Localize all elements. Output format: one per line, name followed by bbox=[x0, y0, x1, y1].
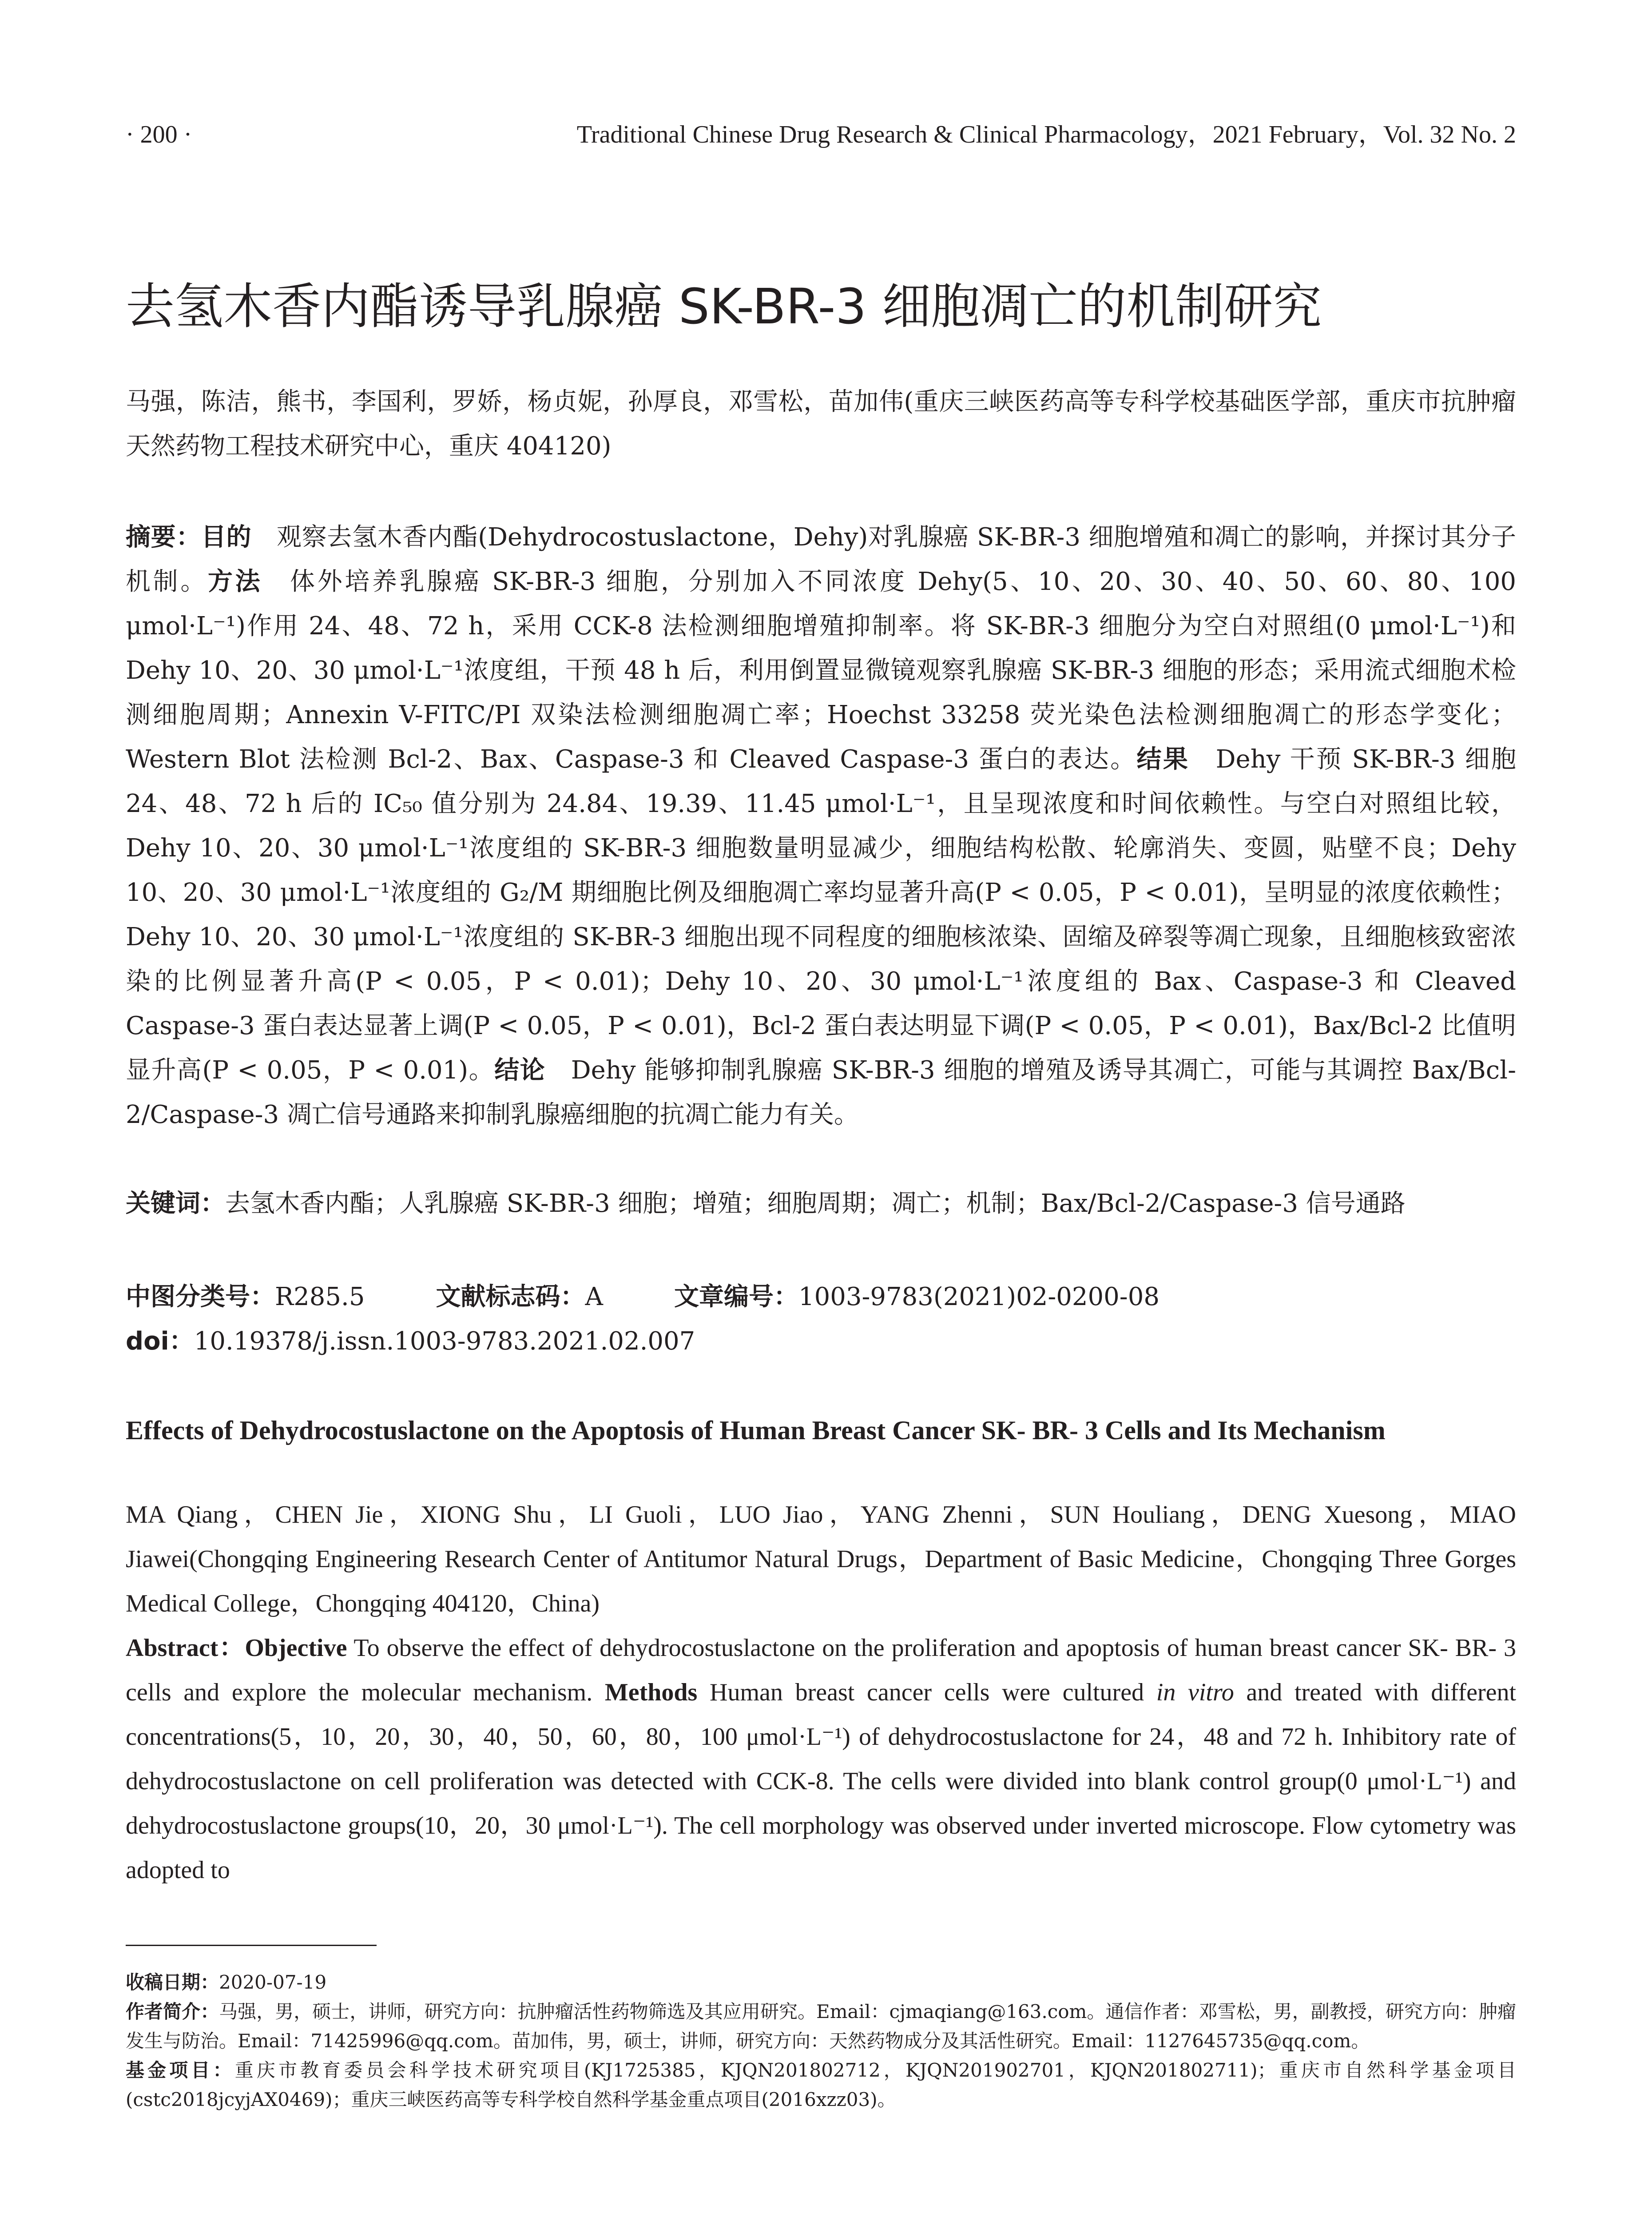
results-label-zh: 结果 bbox=[1136, 745, 1190, 774]
objective-text-en: To observe the effect of dehydrocostuslactone on the proliferation and apoptosis of human breast cancer SK- BR- 3 cells and explore the molecular mechanism. bbox=[126, 1634, 1516, 1706]
methods-text-zh: 体外培养乳腺癌 SK-BR-3 细胞，分别加入不同浓度 Dehy(5、10、20、30、40、50、60、80、100 μmol·L⁻¹)作用 24、48、72 h，采用 CCK-8 法检测细胞增殖抑制率。将 SK-BR-3 细胞分为空白对照组(0 μmol·L⁻¹)和 Dehy 10、20、30 μmol·L⁻¹浓度组，干预 48 h 后，利用倒置显微镜观察乳腺癌 SK-BR-3 细胞的形态；采用流式细胞术检测细胞周期；Annexin V-FITC/PI 双染法检测细胞凋亡率；Hoechst 33258 荧光染色法检测细胞凋亡的形态学变化；Western Blot 法检测 Bcl-2、Bax、Caspase-3 和 Cleaved Caspase-3 蛋白的表达。 bbox=[126, 567, 1517, 774]
authors-zh: 马强，陈洁，熊书，李国利，罗娇，杨贞妮，孙厚良，邓雪松，苗加伟(重庆三峡医药高等专科学校基础医学部，重庆市抗肿瘤天然药物工程技术研究中心，重庆 404120) bbox=[126, 387, 1516, 461]
doi-link[interactable]: 10.19378/j.issn.1003-9783.2021.02.007 bbox=[194, 1327, 695, 1356]
author-bio-label: 作者简介： bbox=[126, 2001, 219, 2022]
footnotes bbox=[126, 1968, 1516, 2114]
author-bio-text: 马强，男，硕士，讲师，研究方向：抗肿瘤活性药物筛选及其应用研究。Email：cjmaqiang@163.com。通信作者：邓雪松，男，副教授，研究方向：肿瘤发生与防治。Email：71425996@qq.com。苗加伟，男，硕士，讲师，研究方向：天然药物成分及其活性研究。Email：1127645735@qq.com。 bbox=[126, 2001, 1516, 2052]
doi-label: doi： bbox=[126, 1327, 194, 1356]
footnote-received bbox=[126, 1968, 1516, 1997]
received-date: 2020-07-19 bbox=[219, 1971, 327, 1993]
article-no-label: 文章编号： bbox=[674, 1282, 798, 1311]
doc-code-label: 文献标志码： bbox=[436, 1282, 585, 1311]
abstract-en bbox=[126, 1626, 1516, 1892]
in-vitro-italic: in vitro bbox=[1156, 1679, 1234, 1706]
abstract-label-zh: 摘要： bbox=[126, 523, 201, 552]
funding-label: 基金项目： bbox=[126, 2059, 235, 2081]
classification-line bbox=[126, 1275, 1516, 1319]
doc-code-value: A bbox=[585, 1282, 603, 1311]
methods-text-en-b: and treated with different concentrations(5，10，20，30，40，50，60，80，100 μmol·L⁻¹) of dehydrocostuslactone for 24，48 and 72 h. Inhibitory rate of dehydrocostuslactone on cell proliferation was detected with CCK-8. The cells were divided into blank control group(0 μmol·L⁻¹) and dehydrocostuslactone groups(10，20，30 μmol·L⁻¹). The cell morphology was observed under inverted microscope. Flow cytometry was adopted to bbox=[126, 1679, 1517, 1884]
objective-text-zh: 观察去氢木香内酯(Dehydrocostuslactone，Dehy)对乳腺癌 SK-BR-3 细胞增殖和凋亡的影响，并探讨其分子机制。 bbox=[126, 523, 1516, 596]
journal-running-head: Traditional Chinese Drug Research & Clinical Pharmacology，2021 February，Vol. 32 No. 2 bbox=[576, 121, 1516, 148]
objective-label-en: Objective bbox=[245, 1634, 347, 1662]
objective-label-zh: 目的 bbox=[201, 523, 252, 552]
abstract-label-en: Abstract： bbox=[126, 1634, 245, 1662]
keywords-text-zh: 去氢木香内酯；人乳腺癌 SK-BR-3 细胞；增殖；细胞周期；凋亡；机制；Bax/Bcl-2/Caspase-3 信号通路 bbox=[225, 1189, 1406, 1218]
footnote-divider bbox=[126, 1945, 377, 1946]
footnote-funding bbox=[126, 2056, 1516, 2114]
keywords-zh bbox=[126, 1182, 1516, 1226]
conclusion-label-zh: 结论 bbox=[494, 1056, 546, 1085]
page-title-en: Effects of Dehydrocostuslactone on the Apoptosis of Human Breast Cancer SK- BR- 3 Cells and Its Mechanism bbox=[126, 1416, 1386, 1445]
conclusion-text-zh: Dehy 能够抑制乳腺癌 SK-BR-3 细胞的增殖及诱导其凋亡，可能与其调控 Bax/Bcl-2/Caspase-3 凋亡信号通路来抑制乳腺癌细胞的抗凋亡能力有关。 bbox=[126, 1056, 1516, 1129]
received-label: 收稿日期： bbox=[126, 1971, 219, 1993]
keywords-label-zh: 关键词： bbox=[126, 1189, 225, 1218]
authors-en: MA Qiang，CHEN Jie，XIONG Shu，LI Guoli，LUO Jiao，YANG Zhenni，SUN Houliang，DENG Xuesong，MIAO Jiawei(Chongqing Engineering Research Center of Antitumor Natural Drugs，Department of Basic Medicine，Chongqing Three Gorges Medical College，Chongqing 404120，China) bbox=[126, 1501, 1517, 1617]
funding-text: 重庆市教育委员会科学技术研究项目(KJ1725385，KJQN201802712，KJQN201902701，KJQN201802711)；重庆市自然科学基金项目(cstc2018jcyjAX0469)；重庆三峡医药高等专科学校自然科学基金重点项目(2016xzz03)。 bbox=[126, 2059, 1516, 2110]
page-title-zh: 去氢木香内酯诱导乳腺癌 SK-BR-3 细胞凋亡的机制研究 bbox=[126, 278, 1322, 335]
methods-label-en: Methods bbox=[604, 1679, 698, 1706]
page-number: · 200 · bbox=[126, 121, 192, 148]
footnote-author-bio bbox=[126, 1997, 1516, 2056]
results-text-zh: Dehy 干预 SK-BR-3 细胞 24、48、72 h 后的 IC₅₀ 值分别为 24.84、19.39、11.45 μmol·L⁻¹，且呈现浓度和时间依赖性。与空白对照组比较，Dehy 10、20、30 μmol·L⁻¹浓度组的 SK-BR-3 细胞数量明显减少，细胞结构松散、轮廓消失、变圆，贴壁不良；Dehy 10、20、30 μmol·L⁻¹浓度组的 G₂/M 期细胞比例及细胞凋亡率均显著升高(P < 0.05，P < 0.01)，呈明显的浓度依赖性；Dehy 10、20、30 μmol·L⁻¹浓度组的 SK-BR-3 细胞出现不同程度的细胞核浓染、固缩及碎裂等凋亡现象，且细胞核致密浓染的比例显著升高(P < 0.05，P < 0.01)；Dehy 10、20、30 μmol·L⁻¹浓度组的 Bax、Caspase-3 和 Cleaved Caspase-3 蛋白表达显著上调(P < 0.05，P < 0.01)，Bcl-2 蛋白表达明显下调(P < 0.05，P < 0.01)，Bax/Bcl-2 比值明显升高(P < 0.05，P < 0.01)。 bbox=[126, 745, 1517, 1085]
methods-text-en-a: Human breast cancer cells were cultured bbox=[697, 1679, 1156, 1706]
doi-line bbox=[126, 1319, 1516, 1364]
abstract-zh bbox=[126, 515, 1516, 1137]
clc-label: 中图分类号： bbox=[126, 1282, 275, 1311]
article-no-value: 1003-9783(2021)02-0200-08 bbox=[798, 1282, 1160, 1311]
methods-label-zh: 方法 bbox=[208, 567, 263, 596]
clc-value: R285.5 bbox=[275, 1282, 365, 1311]
